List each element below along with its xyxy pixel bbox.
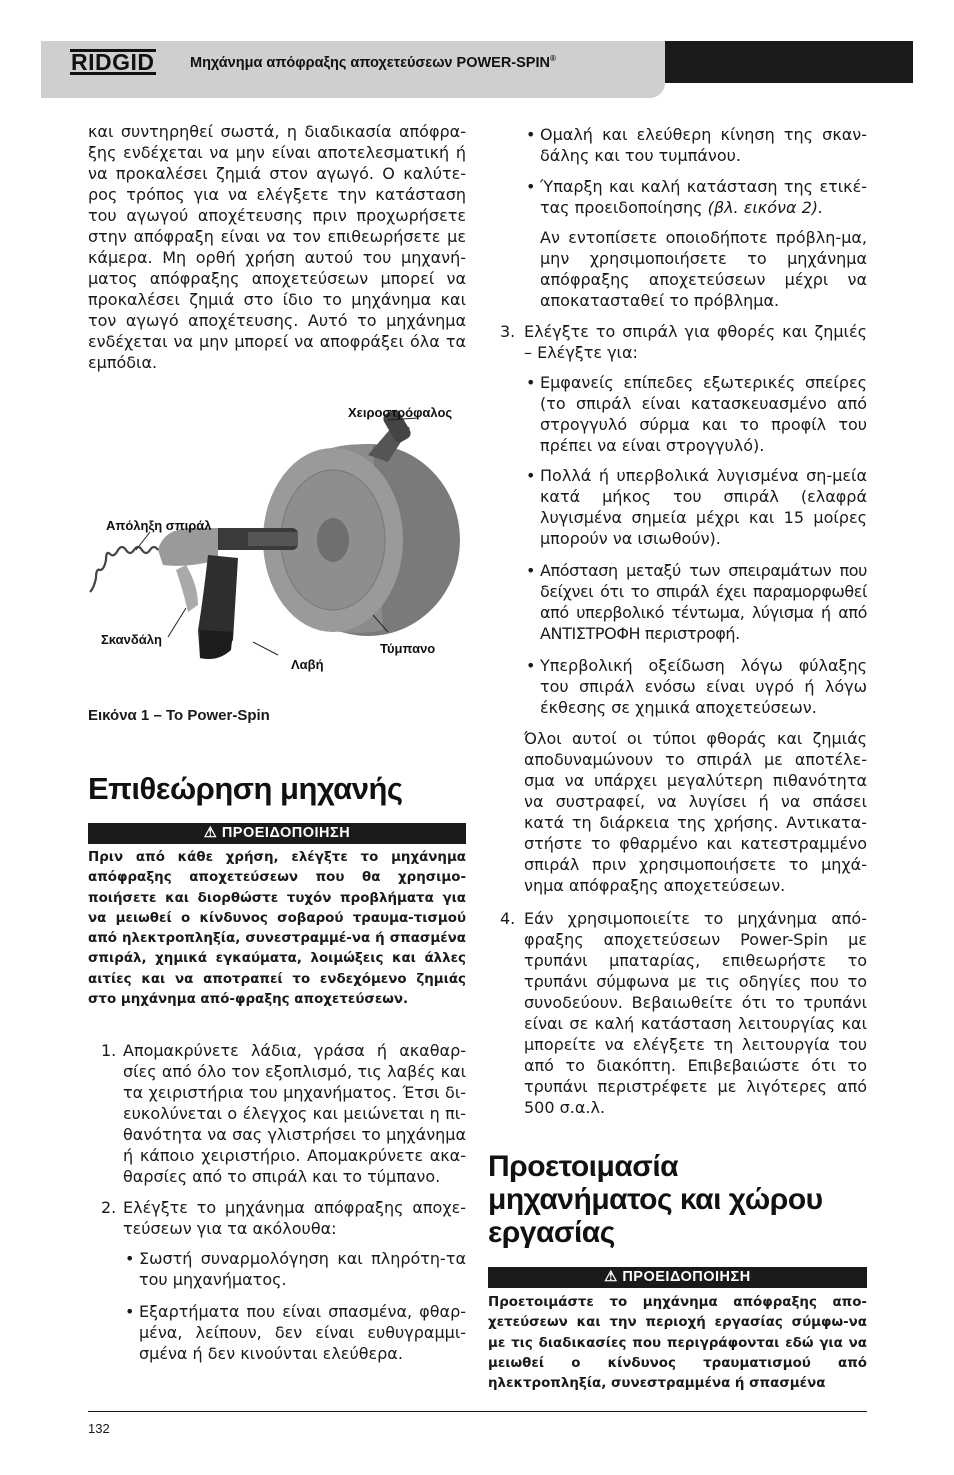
footer-rule [88,1411,867,1412]
step-1-number: 1. [101,1041,117,1060]
bullet-icon: • [526,466,536,485]
page-number: 132 [88,1421,110,1436]
list-item: • Υπερβολική οξείδωση λόγω φύλαξης του σπιράλ ενόσω είναι υγρό ή λόγω έκθεσης σε χημικά αποχετεύσεων. [526,656,867,717]
warning-label: ΠΡΟΕΙΔΟΠΟΙΗΣΗ [622,1269,751,1285]
list-item: • Πολλά ή υπερβολικά λυγισμένα ση-μεία κατά μήκος του σπιράλ (ελαφρά λυγισμένα σημεία μέχρι και 15 μοίρες μπορούν να ισιωθούν). [526,466,867,548]
step-3-text: Ελέγξτε το σπιράλ για φθορές και ζημιές – Ελέγξτε για: [524,322,867,362]
step-2 [101,1197,466,1239]
step-2-text: Ελέγξτε το μηχάνημα απόφραξης αποχε-τεύσεων για τα ακόλουθα: [123,1198,466,1238]
step-4-text: Εάν χρησιμοποιείτε το μηχάνημα από-φραξης αποχετεύσεων Power-Spin με τρυπάνι μπαταρίας, επιθεωρήστε το τρυπάνι σύμφωνα με τις οδηγίες που το συνοδεύουν. Βεβαιωθείτε ότι το τρυπάνι είναι σε καλή κατάσταση λειτουργίας και μπορείτε να ελέγξετε τη λειτουργία του από το διακόπτη. Επιβεβαιώστε ότι το τρυπάνι περιστρέφετε με λιγότερες από 500 σ.α.λ. [524,909,867,1117]
warning-text-preparation: Προετοιμάστε το μηχάνημα απόφραξης απο-χετεύσεων και την περιοχή εργασίας σύμφω-να με τις διαδικασίες που περιγράφονται εδώ για να μειωθεί ο κίνδυνος τραυματισμού από ηλεκτροπληξία, συνεστραμμένα ή σπασμένα [488,1295,867,1392]
warning-bar-inspection [88,823,466,844]
label-crank: Χειροστρόφαλος [348,405,453,420]
label-handle: Λαβή [291,657,324,672]
heading-preparation: Προετοιμασία μηχανήματος και χώρου εργασίας [488,1150,823,1249]
warning-label: ΠΡΟΕΙΔΟΠΟΙΗΣΗ [221,825,351,841]
handle-grip-shape [200,630,233,659]
list-item: • Ομαλή και ελεύθερη κίνηση της σκαν-δάλης και του τυμπάνου. [526,125,867,165]
header-dark-block [665,41,913,83]
leader-cable-end [136,532,150,550]
leader-handle [253,642,278,655]
label-drum: Τύμπανο [380,641,436,656]
bullet-icon: • [526,561,536,580]
figure-caption: Εικόνα 1 – Το Power-Spin [88,707,270,724]
step-3-note: Όλοι αυτοί οι τύποι φθοράς και ζημιάς αποδυναμώνουν το σπιράλ με αποτέλε-σμα να υπάρχει μεγαλύτερη πιθανότητα να συστραφεί, να λυγίσει ή να σπάσει κατά τη διάρκεια της χρήσης. Αντικατα-στήστε το φθαρμένο και κατεστραμμένο σπιράλ πριν χρησιμοποιήσετε το μηχά-νημα απόφραξης αποχετεύσεων. [524,729,867,895]
ridgid-logo: RIDGID [71,49,155,75]
bullet-icon: • [125,1302,135,1321]
step-4-number: 4. [500,909,516,928]
cable-coil-shape [90,547,158,592]
bullet-icon: • [526,373,536,392]
trigger-shape [176,565,198,612]
step-1-text: Απομακρύνετε λάδια, γράσα ή ακαθαρ-σίες από όλο τον εξοπλισμό, τις λαβές και τα χειριστήρια του μηχανήματος. Έτσι δι-ευκολύνεται ο έλεγχος και μειώνεται η πι-θανότητα να σας γλιστρήσει το μηχάνημα ή κάποιο χειριστήριο. Απομακρύνετε ακα-θαρσίες από το σπιράλ και το τύμπανο. [123,1041,466,1186]
header-title: Μηχάνημα απόφραξης αποχετεύσεων POWER-SPIN® [190,54,556,71]
left-intro [88,121,466,373]
label-cable-end: Απόληξη σπιράλ [106,518,212,533]
warning-triangle-icon: ⚠ [203,825,218,841]
problem-note: Αν εντοπίσετε οποιοδήποτε πρόβλη-μα, μην χρησιμοποιήσετε το μηχάνημα απόφραξης αποχετεύσεων μέχρι να αποκατασταθεί το πρόβλημα. [540,228,867,310]
figure-reference: (βλ. εικόνα 2). [707,198,824,217]
warning-text-inspection: Πριν από κάθε χρήση, ελέγξτε το μηχάνημα απόφραξης αποχετεύσεων που θα χρησιμο-ποιήσετε και διορθώστε τυχόν προβλήματα για να μειωθεί ο κίνδυνος σοβαρού τραυμα-τισμού από ηλεκτροπληξία, συνεστραμμέ-να ή σπασμένα σπιράλ, χημικά εγκαύματα, λοιμώξεις και άλλες αιτίες και να αποτραπεί το ενδεχόμενο ζημιάς στο μηχάνημα από-φραξης αποχετεύσεων. [88,850,466,1008]
step-2-number: 2. [101,1198,117,1217]
leader-trigger [168,608,186,637]
list-item: • Ύπαρξη και καλή κατάσταση της ετικέ-τας προειδοποίησης (βλ. εικόνα 2). [526,177,867,217]
bullet-icon: • [526,656,536,675]
bullet-icon: • [526,177,536,196]
step-4 [500,908,867,1118]
bullet-icon: • [125,1249,135,1268]
list-item: • Εμφανείς επίπεδες εξωτερικές σπείρες (το σπιράλ είναι κατασκευασμένο από στρογγυλό σύρμα και το προφίλ του πρέπει να είναι στρογγυλό). [526,373,867,455]
warning-bar-preparation [488,1267,867,1288]
label-trigger: Σκανδάλη [101,632,162,647]
shaft-band-shape [248,532,298,546]
list-item: • Σωστή συναρμολόγηση και πληρότη-τα του μηχανήματος. [125,1249,466,1289]
list-item: • Εξαρτήματα που είναι σπασμένα, φθαρ-μένα, λείπουν, δεν είναι ευθυγραμμι-σμένα ή δεν κινούνται ελεύθερα. [125,1302,466,1363]
step-1 [101,1040,466,1187]
heading-machine-inspection: Επιθεώρηση μηχανής [88,771,403,806]
bullet-icon: • [526,125,536,144]
step-3 [500,321,867,363]
intro-paragraph: και συντηρηθεί σωστά, η διαδικασία απόφρα-ξης ενδέχεται να μην είναι αποτελεσματική ή να προκαλέσει ζημιά στον αγωγό. Ο καλύτε-ρος τρόπος για να ελέγξετε την κατάσταση του αγωγού αποχέτευσης πριν προχωρήσετε στην απόφραξη είναι να τον επιθεωρήσετε με κάμερα. Μη ορθή χρήση αυτού του μηχανή-ματος απόφραξης αποχετεύσεων μπορεί να προκαλέσει ζημιά στο ίδιο το μηχάνημα και τον αγωγό αποχέτευσης. Αυτό το μηχάνημα ενδέχεται να μην μπορεί να αποφράξει όλα τα εμπόδια. [88,122,466,372]
header-curve [41,83,665,98]
figure-power-spin [88,400,468,690]
list-item: • Απόσταση μεταξύ των σπειραμάτων που δείχνει ότι το σπιράλ έχει παραμορφωθεί από υπερβολικό τέντωμα, λύγισμα ή από ΑΝΤΙΣΤΡΟΦΗ περιστροφή. [526,561,867,643]
drum-hub-shape [317,518,349,562]
step-3-number: 3. [500,322,516,341]
warning-triangle-icon: ⚠ [604,1269,618,1285]
